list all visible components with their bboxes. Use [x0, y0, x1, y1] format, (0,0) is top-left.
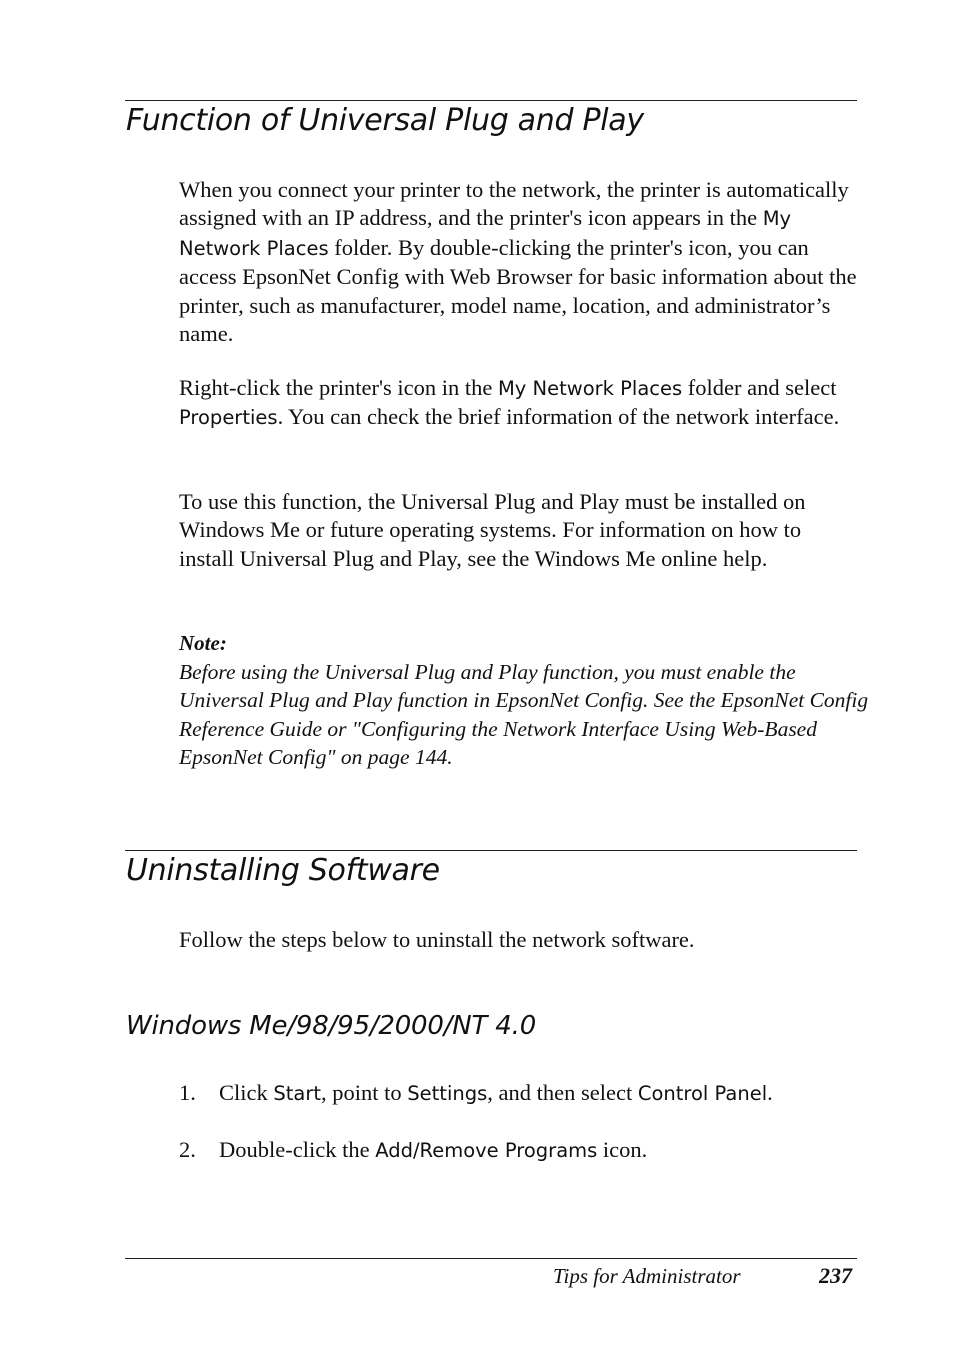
text-run: folder and select [682, 375, 837, 400]
ui-term-properties: Properties [179, 406, 278, 430]
page-number: 237 [819, 1263, 852, 1288]
paragraph-upnp-intro [179, 176, 859, 348]
paragraph-requirements: To use this function, the Universal Plug and Play must be installed on Windows Me or future operating systems. For information on how to install Universal Plug and Play, see the Windows Me online help. [179, 489, 806, 571]
text-run: , point to [321, 1080, 408, 1105]
step-2 [179, 1136, 879, 1165]
note-text: Before using the Universal Plug and Play function, you must enable the Universal Plug and Play function in EpsonNet Config. See the EpsonNet Config Reference Guide or "Configuring the Network Interface Using Web-Based EpsonNet Config" on page 144. [179, 660, 869, 770]
text-run: . You can check the brief information of the network interface. [277, 404, 840, 430]
paragraph-right-click [179, 374, 859, 433]
text-run: folder. By double-clicking the printer's icon, you can access EpsonNet Config with Web Browser for basic information about the printer, such as manufacturer, model name, location, and administrator’s name. [179, 234, 857, 347]
note-label: Note: [179, 631, 227, 655]
paragraph-uninstall-intro: Follow the steps below to uninstall the network software. [179, 927, 695, 952]
footer-rule [125, 1258, 857, 1259]
heading-universal-plug-and-play: Function of Universal Plug and Play [126, 103, 644, 138]
step-1 [179, 1079, 879, 1108]
text-run: Click [219, 1080, 274, 1105]
ui-term-my-network-places: My Network Places [497, 377, 683, 400]
ui-term-control-panel: Control Panel [637, 1082, 768, 1105]
ui-term-add-remove-programs: Add/Remove Programs [375, 1139, 598, 1162]
section-rule-2 [125, 850, 857, 851]
text-run: icon. [597, 1137, 648, 1162]
section-rule-1 [125, 100, 857, 101]
text-run: When you connect your printer to the network, the printer is automatically assigned with an IP address, and the printer's icon appears in the [179, 177, 849, 231]
heading-windows-versions: Windows Me/98/95/2000/NT 4.0 [126, 1011, 537, 1041]
ui-term-my-network-places: My Network Places [179, 207, 792, 260]
text-run: Right-click the printer's icon in the [179, 375, 498, 400]
ui-term-start: Start [273, 1082, 322, 1105]
footer-section-title: Tips for Administrator [553, 1264, 741, 1288]
ui-term-settings: Settings [407, 1082, 488, 1105]
text-run: Double-click the [219, 1137, 376, 1162]
step-number: 1. [179, 1080, 196, 1105]
text-run: . [767, 1080, 773, 1105]
text-run: , and then select [487, 1080, 638, 1105]
step-number: 2. [179, 1137, 196, 1162]
heading-uninstalling-software: Uninstalling Software [126, 853, 440, 888]
